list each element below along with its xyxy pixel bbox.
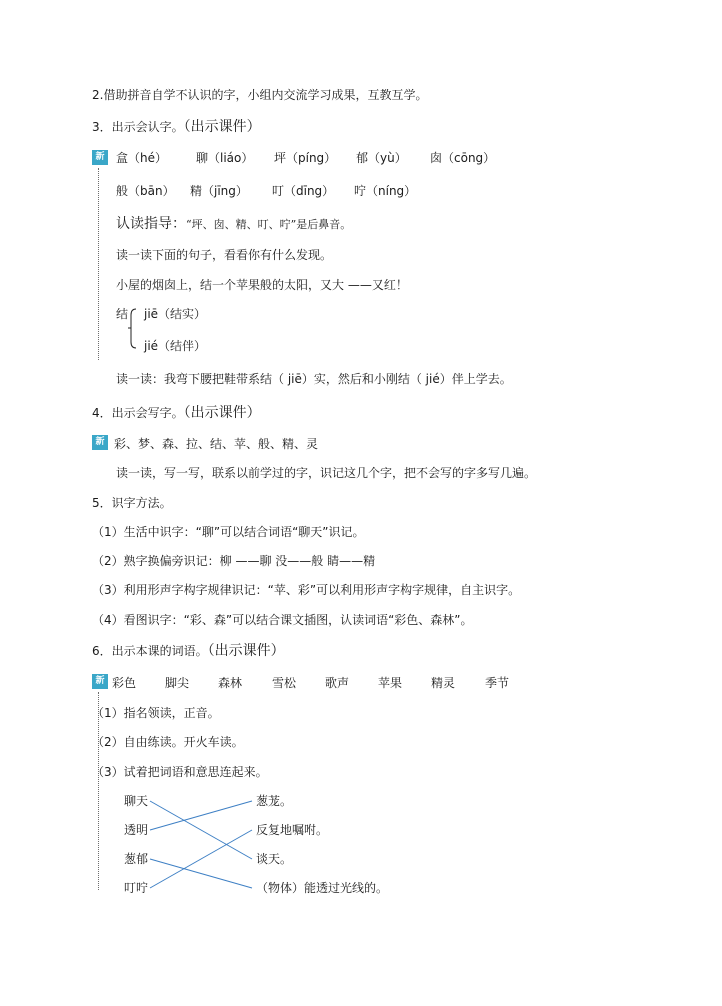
word-pingguo: 苹果 — [378, 676, 403, 690]
char-ning: 咛（níng） — [354, 184, 417, 198]
word-jiaojian: 脚尖 — [165, 676, 190, 690]
method-2: （2）熟字换偏旁识记：柳 ——聊 没——般 睛——精 — [92, 554, 376, 568]
step-3-text: 3．出示会认字。 — [92, 120, 184, 134]
write-chars: 彩、梦、森、拉、结、苹、般、精、灵 — [114, 437, 319, 451]
write-instruction: 读一读，写一写，联系以前学过的字，识记这几个字，把不会写的字多写几遍。 — [116, 466, 537, 480]
match-line-3 — [150, 859, 252, 888]
step-2: 2.借助拼音自学不认识的字，小组内交流学习成果，互教互学。 — [92, 88, 428, 102]
char-ping: 坪（píng） — [274, 151, 337, 165]
match-line-4 — [150, 830, 252, 888]
practice-1: （1）指名领读，正音。 — [92, 706, 220, 720]
step-6-text: 6．出示本课的词语。 — [92, 644, 208, 658]
jie-bracket — [131, 309, 136, 348]
match-line-1 — [150, 801, 252, 859]
right-meaning-touguang: （物体）能透过光线的。 — [256, 881, 389, 895]
char-yu: 郁（yù） — [356, 151, 407, 165]
new-badge-icon: 新 — [92, 435, 108, 450]
practice-2: （2）自由练读。开火车读。 — [92, 735, 244, 749]
right-meaning-conglong: 葱茏。 — [256, 794, 293, 808]
practice-3: （3）试着把词语和意思连起来。 — [92, 765, 268, 779]
right-meaning-tantian: 谈天。 — [256, 852, 293, 866]
new-badge-icon: 新 — [92, 150, 108, 165]
word-gesheng: 歌声 — [325, 676, 350, 690]
char-cong: 囱（cōng） — [430, 151, 496, 165]
step-6-courseware: （出示课件） — [207, 643, 285, 659]
word-jijie: 季节 — [485, 676, 510, 690]
match-line-2 — [150, 801, 252, 830]
left-word-dingning: 叮咛 — [124, 881, 149, 895]
word-xuesong: 雪松 — [272, 676, 297, 690]
word-caise: 彩色 — [112, 676, 137, 690]
char-liao: 聊（liáo） — [196, 151, 254, 165]
new-badge-icon: 新 — [92, 674, 108, 689]
char-he: 盒（hé） — [116, 151, 167, 165]
jie-char: 结 — [116, 307, 129, 321]
char-ban: 般（bān） — [116, 184, 175, 198]
char-ding: 叮（dīng） — [272, 184, 335, 198]
left-word-liaotian: 聊天 — [124, 794, 149, 808]
method-1: （1）生活中识字：“聊”可以结合词语“聊天”识记。 — [92, 525, 365, 539]
method-3: （3）利用形声字构字规律识记：“苹、彩”可以利用形声字构字规律，自主识字。 — [92, 583, 521, 597]
right-meaning-zhufu: 反复地嘱咐。 — [256, 823, 329, 837]
jie-reading-2: jié（结伴） — [144, 339, 207, 353]
method-4: （4）看图识字：“彩、森”可以结合课文插图，认读词语“彩色、森林”。 — [92, 613, 473, 627]
guide-text: “坪、囱、精、叮、咛”是后鼻音。 — [186, 218, 352, 231]
matching-lines — [150, 801, 252, 888]
read-sentence-instruction: 读一读下面的句子，看看你有什么发现。 — [116, 248, 333, 262]
step-3-courseware: （出示课件） — [183, 119, 261, 135]
step-4-courseware: （出示课件） — [183, 405, 261, 421]
word-senlin: 森林 — [218, 676, 243, 690]
left-word-touming: 透明 — [124, 823, 149, 837]
guide-label: 认读指导： — [116, 216, 186, 232]
read-practice: 读一读：我弯下腰把鞋带系结（ jiē）实，然后和小刚结（ jié）伴上学去。 — [116, 372, 512, 386]
example-sentence: 小屋的烟囱上，结一个苹果般的太阳，又大 ——又红！ — [116, 278, 408, 292]
step-4-text: 4．出示会写字。 — [92, 406, 184, 420]
left-word-congyu: 葱郁 — [124, 852, 149, 866]
jie-reading-1: jiē（结实） — [144, 307, 207, 321]
step-5: 5．识字方法。 — [92, 496, 172, 510]
word-jingling: 精灵 — [431, 676, 456, 690]
char-jing: 精（jīng） — [190, 184, 248, 198]
